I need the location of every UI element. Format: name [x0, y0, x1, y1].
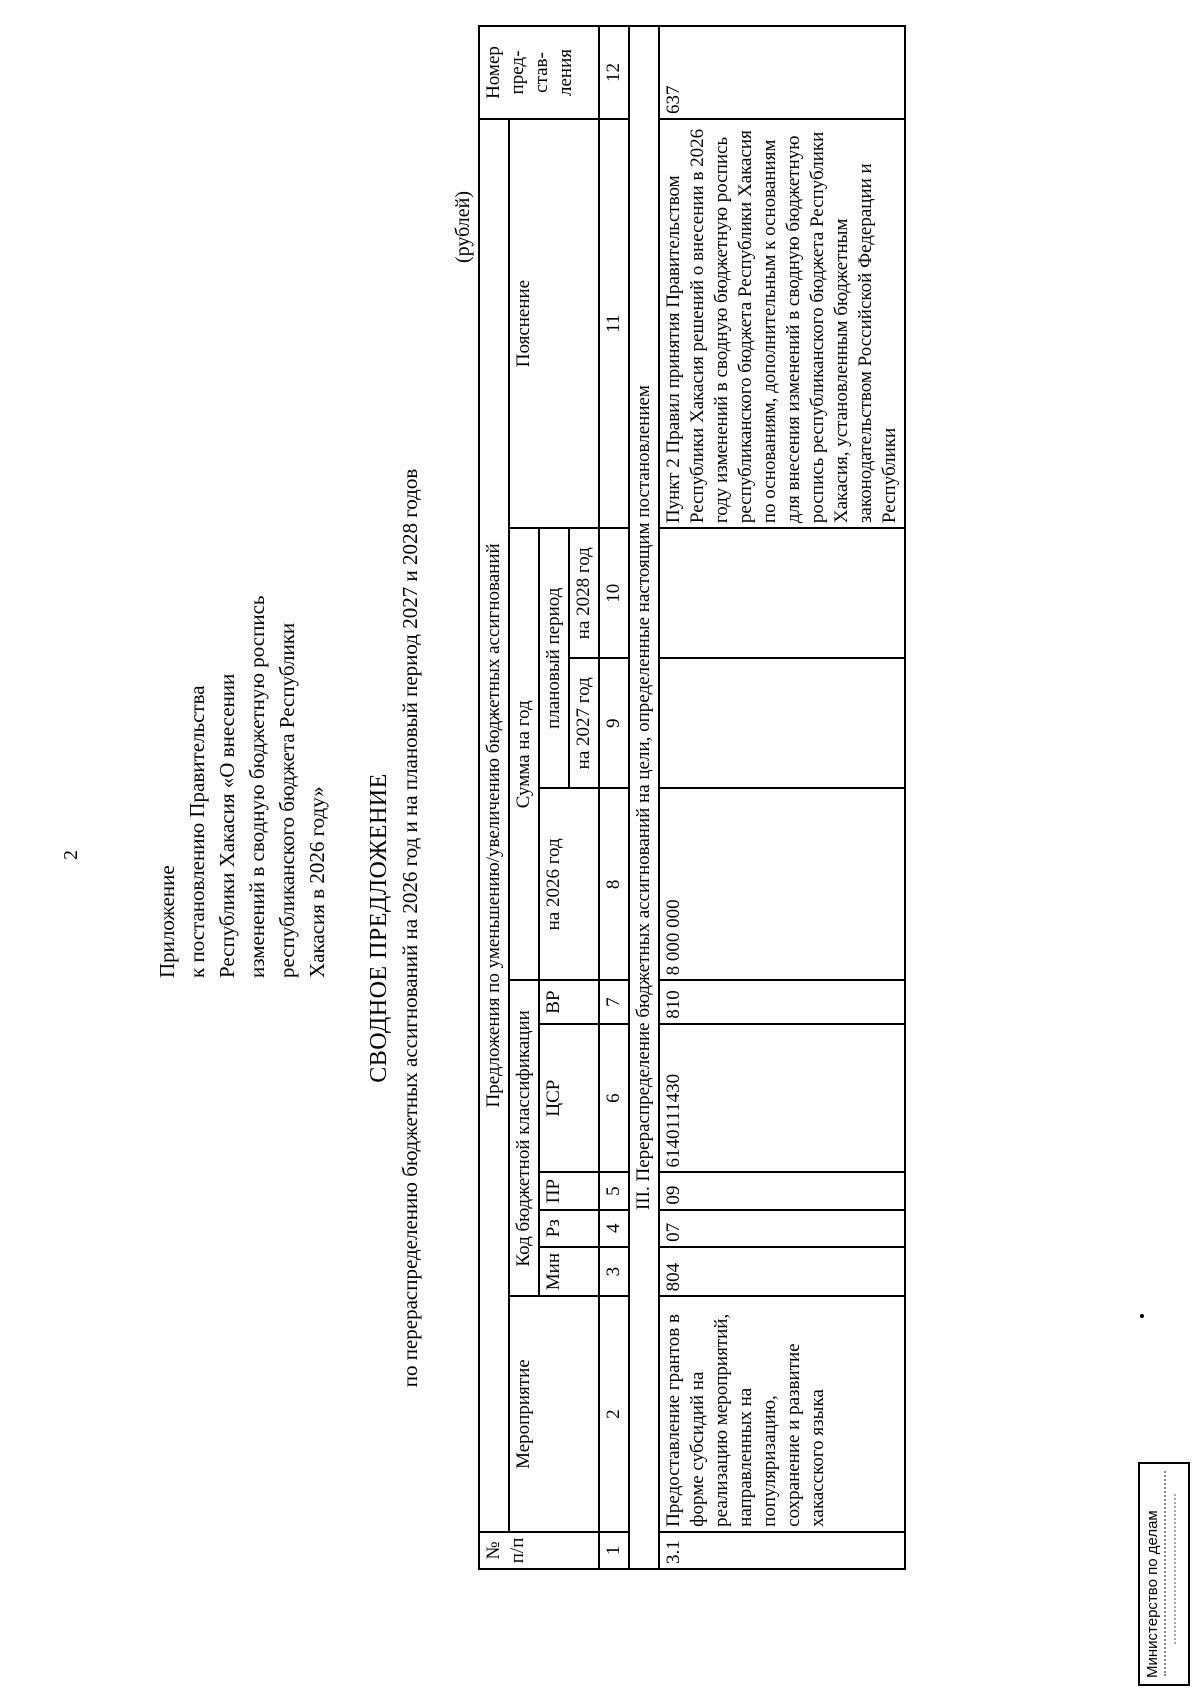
column-number: 10 [599, 528, 629, 658]
column-number: 9 [599, 658, 629, 788]
row-sum-2027 [659, 658, 905, 788]
header-2027: на 2027 год [569, 658, 599, 788]
header-2028: на 2028 год [569, 528, 599, 658]
header-2026: на 2026 год [539, 788, 599, 980]
row-rz: 07 [659, 1210, 905, 1247]
row-vr: 810 [659, 980, 905, 1023]
column-number: 4 [599, 1210, 629, 1247]
header-sum: Сумма на год [509, 528, 539, 980]
row-sum-2028 [659, 528, 905, 658]
ministry-stamp [1138, 1462, 1190, 1686]
header-csr: ЦСР [539, 1024, 599, 1173]
document-subtitle: по перераспределению бюджетных ассигнований на 2026 год и на плановый период 2027 и 2028 годов [398, 468, 422, 1388]
column-number: 5 [599, 1172, 629, 1209]
header-rz: Рз [539, 1210, 599, 1247]
appendix-line: изменений в сводную бюджетную роспись [245, 595, 269, 978]
header-explanation: Пояснение [509, 119, 599, 528]
page-number: 2 [60, 850, 82, 860]
stamp-faded-line [1174, 1494, 1180, 1644]
row-sum-2026: 8 000 000 [659, 788, 905, 980]
column-number-row [599, 26, 629, 1569]
header-vr: ВР [539, 980, 599, 1023]
header-proposals: Предложения по уменьшению/увеличению бюджетных ассигнований [479, 119, 509, 1532]
appendix-line: к постановлению Правительства [185, 685, 209, 978]
budget-table [478, 25, 906, 1570]
column-number: 12 [599, 26, 629, 119]
column-number: 6 [599, 1024, 629, 1173]
row-submission: 637 [659, 26, 905, 119]
column-number: 3 [599, 1247, 629, 1297]
column-number: 7 [599, 980, 629, 1023]
column-number: 8 [599, 788, 629, 980]
row-csr: 6140111430 [659, 1024, 905, 1173]
header-planned-period: плановый период [539, 528, 569, 788]
header-code: Код бюджетной классификации [509, 980, 539, 1296]
header-min: Мин [539, 1247, 599, 1297]
header-submission: Номер пред-став-ления [479, 26, 599, 119]
appendix-line: республиканского бюджета Республики [275, 622, 299, 978]
appendix-line: Приложение [155, 865, 179, 978]
section-title: III. Перераспределение бюджетных ассигнований на цели, определенные настоящим постановлением [629, 26, 659, 1569]
header-event: Мероприятие [509, 1296, 599, 1531]
appendix-block [152, 558, 332, 978]
header-pr: ПР [539, 1172, 599, 1209]
stamp-faded-line [1164, 1471, 1172, 1676]
table-row [659, 26, 905, 1569]
row-pr: 09 [659, 1172, 905, 1209]
appendix-line: Хакасия в 2026 году» [305, 786, 329, 978]
row-number: 3.1 [659, 1532, 905, 1569]
row-explanation: Пункт 2 Правил принятия Правительством Республики Хакасия решений о внесении в 2026 году изменений в сводную бюджетную роспись республиканского бюджета Республики Хакасия по основаниям, дополнительным к основаниям для внесения изменений в сводную бюджетную роспись республиканского бюджета Республики Хакасия, установленным бюджетным законодательством Российской Федерации и Республики [659, 119, 905, 528]
column-number: 2 [599, 1296, 629, 1531]
column-number: 1 [599, 1532, 629, 1569]
appendix-line: Республики Хакасия «О внесении [215, 673, 239, 978]
row-min: 804 [659, 1247, 905, 1297]
stamp-text: Министерство по делам [1144, 1510, 1161, 1678]
document-title: СВОДНОЕ ПРЕДЛОЖЕНИЕ [366, 773, 392, 1083]
column-number: 11 [599, 119, 629, 528]
stray-mark [1140, 1314, 1144, 1318]
header-no: № п/п [479, 1532, 599, 1569]
row-event: Предоставление грантов в форме субсидий на реализацию мероприятий, направленных на популяризацию, сохранение и развитие хакасского языка [659, 1296, 905, 1531]
unit-label: (рублей) [452, 190, 474, 263]
